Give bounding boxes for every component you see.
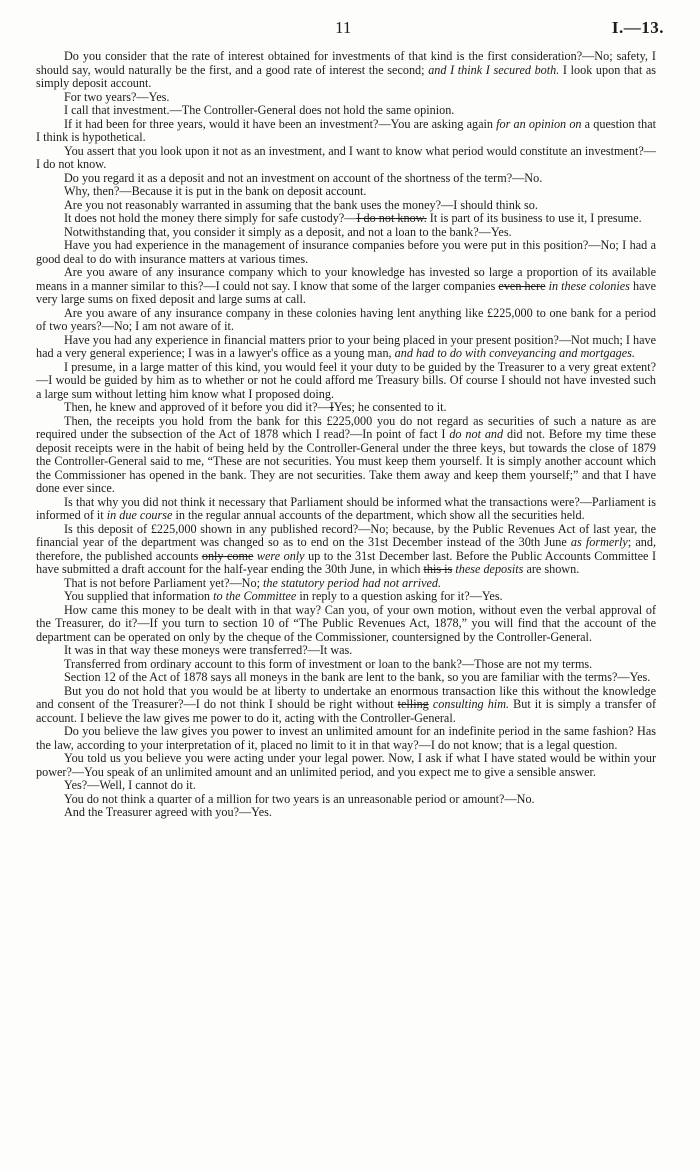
paragraph <box>36 199 656 213</box>
paragraph <box>36 577 656 591</box>
text-run: If it had been for three years, would it have been an investment?—You are asking again <box>64 116 497 131</box>
text-run: Do you consider that the rate of interest obtained for investments of that kind is the first consideration?—No; safety, I should say, would naturally be the first, and a good rate of interest the second; <box>36 49 656 77</box>
text-run: Are you aware of any insurance company which to your knowledge has invested so large a proportion of its available means in a manner similar to this?—I could not say. I know that some of the larger companies <box>36 265 656 293</box>
text-run: have very large sums on fixed deposit and large sums at call. <box>36 278 657 306</box>
text-run: Have you had experience in the management of insurance companies before you were put in this position?—No; I had a good deal to do with insurance matters at various times. <box>36 238 656 266</box>
text-run: did not. Before my time these deposit receipts were in the habit of being held by the Controller-General under the three keys, but towards the close of 1879 the Controller-General said to me, “These are not securities. You must keep them yourself. It is simply another account which the Commissioner has opened in the bank. They are not securities. Take them away and keep them yourself;” and that I have done ever since. <box>36 427 656 495</box>
struck-out-text: only come <box>201 548 254 563</box>
text-run: ; and, therefore, the published accounts <box>36 535 657 563</box>
paragraph <box>36 725 656 752</box>
paragraph <box>36 415 656 496</box>
text-run: in the regular annual accounts of the department, which show all the securities held. <box>172 508 585 522</box>
paragraph <box>36 91 656 105</box>
paragraph <box>36 185 656 199</box>
text-run: You assert that you look upon it not as an investment, and I want to know what period would constitute an investment?—I do not know. <box>36 143 656 171</box>
handwritten-insertion: consulting him. <box>432 697 510 711</box>
text-run: I presume, in a large matter of this kind, you would feel it your duty to be guided by the Treasurer to a very great extent?—I would be guided by him as to whether or not he could afford me Treasury bills. Of course I should not have invested such a large sum without letting him know what I proposed doing. <box>36 359 656 401</box>
struck-out-text: I do not know. <box>356 211 427 225</box>
text-run: Is this deposit of £225,000 shown in any published record?—No; because, by the Public Revenues Act of last year, the financial year of the department was changed so as to end on the 31st December instead of the 30th June <box>36 521 656 549</box>
paragraph <box>36 118 656 145</box>
text-run: Then, the receipts you hold from the bank for this £225,000 you do not regard as securities of such a nature as are required under the subsection of the Act of 1878 which I read?—In point of fact I <box>36 413 656 441</box>
paragraph <box>36 145 656 172</box>
paragraph <box>36 50 656 91</box>
paragraph <box>36 671 656 685</box>
text-run: And the Treasurer agreed with you?—Yes. <box>64 805 272 819</box>
paragraph <box>36 685 656 726</box>
paragraph <box>36 361 656 402</box>
handwritten-insertion: and had to do with conveyancing and mortgages. <box>394 346 635 360</box>
handwritten-insertion: in these colonies <box>548 278 630 293</box>
handwritten-insertion: and I think I secured both. <box>428 62 560 77</box>
struck-out-text: telling <box>397 697 429 711</box>
paragraph <box>36 793 656 807</box>
text-run: For two years?—Yes. <box>64 89 170 104</box>
paragraph <box>36 212 656 226</box>
handwritten-insertion: do not and <box>449 427 504 441</box>
evidence-text <box>36 50 656 820</box>
text-run: Then, he knew and approved of it before you did it?— <box>64 400 330 414</box>
text-run: It was in that way these moneys were transferred?—It was. <box>64 643 353 657</box>
text-run: Are you aware of any insurance company in these colonies having lent anything like £225,000 to one bank for a period of two years?—No; I am not aware of it. <box>36 305 656 333</box>
paragraph <box>36 604 656 645</box>
struck-out-text: even here <box>498 278 546 293</box>
paragraph <box>36 523 656 577</box>
paragraph <box>36 644 656 658</box>
text-run: You do not think a quarter of a million for two years is an unreasonable period or amount?—No. <box>64 791 535 806</box>
text-run: Do you believe the law gives you power to invest an unlimited amount for an indefinite period in the same fashion? Has the law, according to your interpretation of it, placed no limit to it in that way?—I do not know; that is a legal question. <box>36 724 656 752</box>
paragraph <box>36 104 656 118</box>
paragraph <box>36 590 656 604</box>
text-run: Section 12 of the Act of 1878 says all moneys in the bank are lent to the bank, so you are familiar with the terms?—Yes. <box>64 670 651 684</box>
paragraph <box>36 779 656 793</box>
document-reference: I.—13. <box>611 18 664 37</box>
handwritten-insertion: in due course <box>106 508 173 522</box>
text-run: Yes; he consented to it. <box>333 400 447 414</box>
handwritten-insertion: as formerly <box>570 535 628 549</box>
handwritten-insertion: were only <box>256 548 305 563</box>
paragraph <box>36 307 656 334</box>
text-run: in reply to a question asking for it?—Yes. <box>296 589 503 603</box>
text-run: How came this money to be dealt with in that way? Can you, of your own motion, without even the verbal approval of the Treasurer, do it?—If you turn to section 10 of “The Public Revenues Act, 1878,” you will find that the account of the department can be operated on only by the cheque of the Commissioner, countersigned by the Controller-General. <box>36 602 656 644</box>
struck-out-text: I <box>329 400 334 414</box>
text-run: Why, then?—Because it is put in the bank on deposit account. <box>64 184 367 198</box>
text-run: You told us you believe you were acting under your legal power. Now, I ask if what I have stated would be within your power?—You speak of an unlimited amount and an unlimited period, and you expect me to give a sensible answer. <box>36 751 656 779</box>
paragraph <box>36 266 656 307</box>
page-header <box>0 18 700 40</box>
text-run: It is part of its business to use it, I presume. <box>426 211 642 225</box>
text-run: Yes?—Well, I cannot do it. <box>64 778 196 792</box>
paragraph <box>36 239 656 266</box>
handwritten-insertion: to the Committee <box>213 589 297 603</box>
paragraph <box>36 226 656 240</box>
text-run: It does not hold the money there simply for safe custody?— <box>64 211 357 225</box>
text-run: a question that I think is hypothetical. <box>36 116 656 144</box>
text-run: up to the 31st December last. Before the Public Accounts Committee I have submitted a draft account for the half-year ending the 30th June, in which <box>36 548 657 576</box>
page-number: 11 <box>335 18 352 37</box>
handwritten-insertion: for an opinion on <box>496 116 582 131</box>
struck-out-text: this is <box>423 562 453 576</box>
text-run: That is not before Parliament yet?—No; <box>64 575 264 590</box>
paragraph <box>36 658 656 672</box>
text-run: are shown. <box>523 562 580 576</box>
text-run: I look upon that as simply deposit account. <box>36 62 657 90</box>
text-run: Have you had any experience in financial matters prior to your being placed in your present position?—Not much; I have had a very general experience; I was in a lawyer's office as a young man, <box>36 332 656 360</box>
paragraph <box>36 334 656 361</box>
text-run: You supplied that information <box>64 589 214 603</box>
text-run: But it is simply a transfer of account. I believe the law gives me power to do it, acting with the Controller-General. <box>36 697 657 725</box>
paragraph <box>36 806 656 820</box>
text-run: I call that investment.—The Controller-General does not hold the same opinion. <box>64 103 455 117</box>
text-run: Do you regard it as a deposit and not an investment on account of the shortness of the term?—No. <box>64 170 543 185</box>
handwritten-insertion: these deposits <box>455 562 524 576</box>
paragraph <box>36 401 656 415</box>
text-run: But you do not hold that you would be at liberty to undertake an enormous transaction like this without the knowledge and consent of the Treasurer?—I do not think I should be right without <box>36 683 656 711</box>
text-run: Are you not reasonably warranted in assuming that the bank uses the money?—I should think so. <box>64 197 538 212</box>
paragraph <box>36 752 656 779</box>
paragraph <box>36 172 656 186</box>
text-run: Transferred from ordinary account to this form of investment or loan to the bank?—Those are not my terms. <box>64 656 593 671</box>
text-run: Is that why you did not think it necessary that Parliament should be informed what the transactions were?—Parliament is informed of it <box>36 494 656 522</box>
paragraph <box>36 496 656 523</box>
text-run: Notwithstanding that, you consider it simply as a deposit, and not a loan to the bank?—Yes. <box>64 224 512 239</box>
handwritten-insertion: the statutory period had not arrived. <box>263 575 442 590</box>
